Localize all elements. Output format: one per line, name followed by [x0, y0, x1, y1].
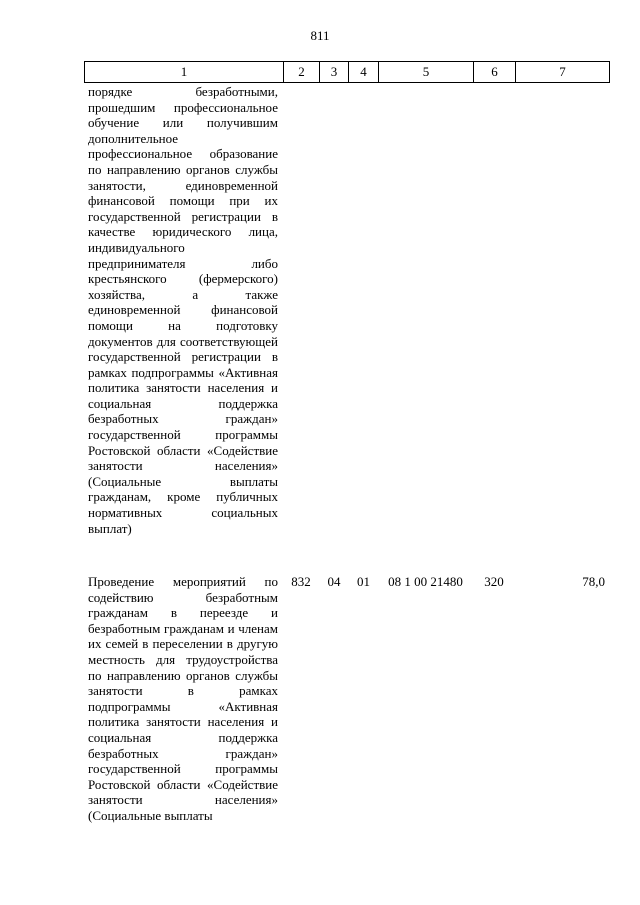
row-description: Проведение мероприятий по содействию безработным гражданам в переезде и безработным гражданам и членам их семей в переселении в другую местность для трудоустройства по направлению органов службы занятости в рамках подпрограммы «Активная политика занятости населения и социальная поддержка безработных граждан» государственной программы Ростовской области «Содействие занятости населения» (Социальные выплаты [88, 574, 278, 823]
cell-col-3: 04 [327, 574, 341, 589]
cell-col-7: 78,0 [582, 574, 605, 589]
table-header [84, 61, 610, 83]
cell-col-6: 320 [484, 574, 504, 589]
header-col-5: 5 [379, 62, 474, 83]
cell-col-4: 01 [357, 574, 370, 589]
header-col-1: 1 [85, 62, 284, 83]
cell-col-2: 832 [291, 574, 311, 589]
header-col-6: 6 [474, 62, 516, 83]
cell-col-5: 08 1 00 21480 [388, 574, 463, 589]
header-col-7: 7 [516, 62, 610, 83]
header-col-4: 4 [349, 62, 379, 83]
header-col-3: 3 [320, 62, 349, 83]
header-col-2: 2 [284, 62, 320, 83]
row-description: порядке безработными, прошедшим профессиональное обучение или получившим дополнительное профессиональное образование по направлению органов службы занятости, единовременной финансовой помощи при их государственной регистрации в качестве юридического лица, индивидуального предпринимателя либо крестьянского (фермерского) хозяйства, а также единовременной финансовой помощи на подготовку документов для соответствующей государственной регистрации в рамках подпрограммы «Активная политика занятости населения и социальная поддержка безработных граждан» государственной программы Ростовской области «Содействие занятости населения» (Социальные выплаты гражданам, кроме публичных нормативных социальных выплат) [88, 84, 278, 536]
page-number: 811 [310, 28, 330, 43]
